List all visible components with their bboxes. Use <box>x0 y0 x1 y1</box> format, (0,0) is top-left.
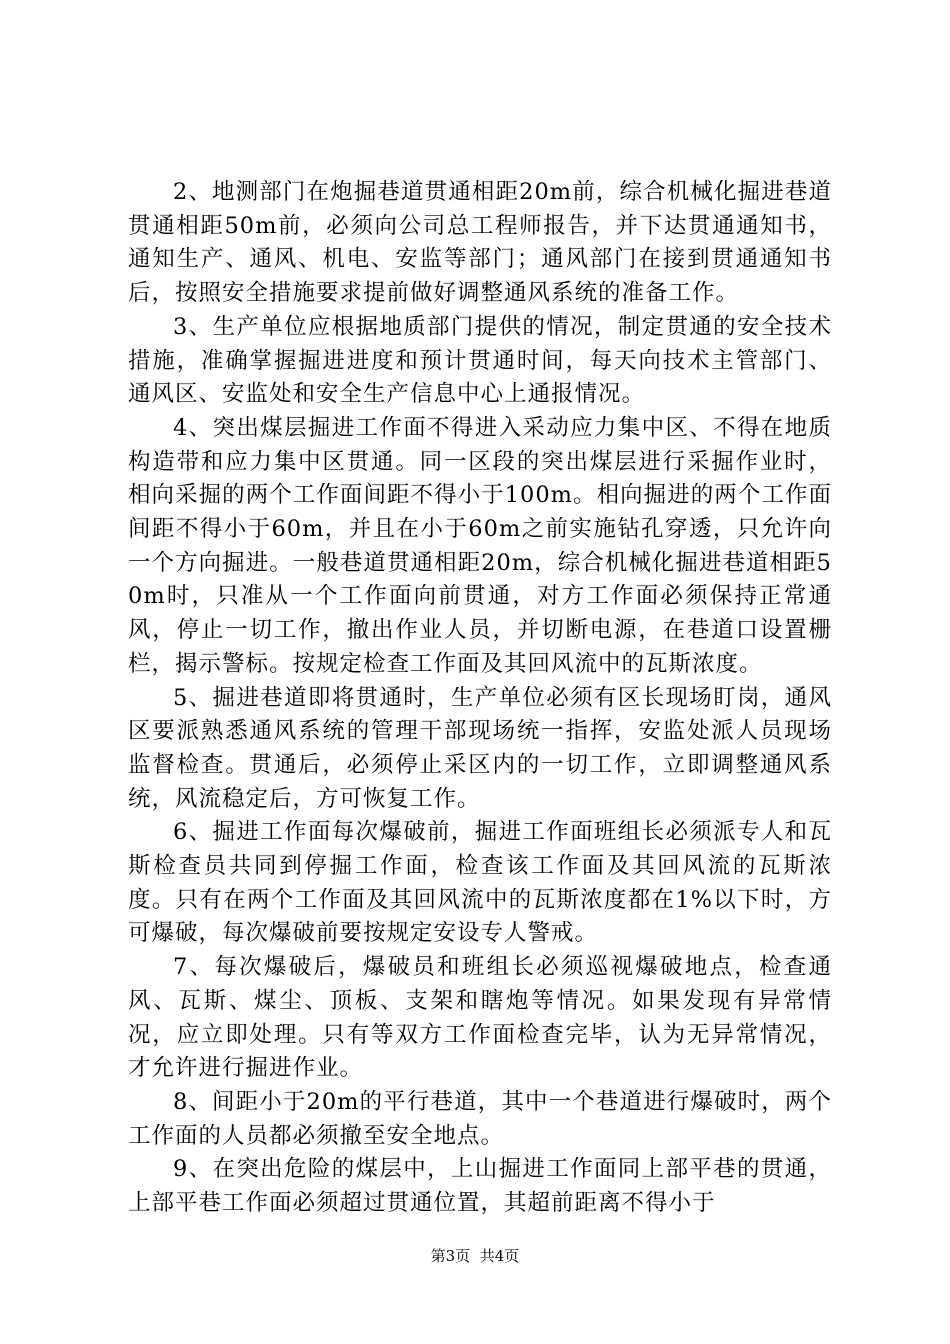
paragraph-9: 9、在突出危险的煤层中，上山掘进工作面同上部平巷的贯通，上部平巷工作面必须超过贯通位置，其超前距离不得小于 <box>128 1156 832 1217</box>
page-footer <box>0 1246 950 1266</box>
paragraph-4: 4、突出煤层掘进工作面不得进入采动应力集中区、不得在地质构造带和应力集中区贯通。同一区段的突出煤层进行采掘作业时，相向采掘的两个工作面间距不得小于100m。相向掘进的两个工作面间距不得小于60m，并且在小于60m之前实施钻孔穿透，只允许向一个方向掘进。一般巷道贯通相距20m，综合机械化掘进巷道相距50m时，只准从一个工作面向前贯通，对方工作面必须保持正常通风，停止一切工作，撤出作业人员，并切断电源，在巷道口设置栅栏，揭示警标。按规定检查工作面及其回风流中的瓦斯浓度。 <box>128 414 832 677</box>
paragraph-2: 2、地测部门在炮掘巷道贯通相距20m前，综合机械化掘进巷道贯通相距50m前，必须向公司总工程师报告，并下达贯通通知书，通知生产、通风、机电、安监等部门；通风部门在接到贯通通知书后，按照安全措施要求提前做好调整通风系统的准备工作。 <box>128 179 832 307</box>
paragraph-5: 5、掘进巷道即将贯通时，生产单位必须有区长现场盯岗，通风区要派熟悉通风系统的管理干部现场统一指挥，安监处派人员现场监督检查。贯通后，必须停止采区内的一切工作，立即调整通风系统，风流稳定后，方可恢复工作。 <box>128 684 832 812</box>
footer-spacer <box>470 1247 480 1265</box>
page-number: 第3页 <box>430 1247 471 1265</box>
paragraph-3: 3、生产单位应根据地质部门提供的情况，制定贯通的安全技术措施，准确掌握掘进进度和预计贯通时间，每天向技术主管部门、通风区、安监处和安全生产信息中心上通报情况。 <box>128 313 832 408</box>
paragraph-6: 6、掘进工作面每次爆破前，掘进工作面班组长必须派专人和瓦斯检查员共同到停掘工作面，检查该工作面及其回风流的瓦斯浓度。只有在两个工作面及其回风流中的瓦斯浓度都在1%以下时，方可爆破，每次爆破前要按规定安设专人警戒。 <box>128 819 832 947</box>
page-total: 共4页 <box>479 1247 520 1265</box>
paragraph-7: 7、每次爆破后，爆破员和班组长必须巡视爆破地点，检查通风、瓦斯、煤尘、顶板、支架和瞎炮等情况。如果发现有异常情况，应立即处理。只有等双方工作面检查完毕，认为无异常情况，才允许进行掘进作业。 <box>128 954 832 1082</box>
paragraph-8: 8、间距小于20m的平行巷道，其中一个巷道进行爆破时，两个工作面的人员都必须撤至安全地点。 <box>128 1088 832 1149</box>
document-body <box>128 176 832 1221</box>
